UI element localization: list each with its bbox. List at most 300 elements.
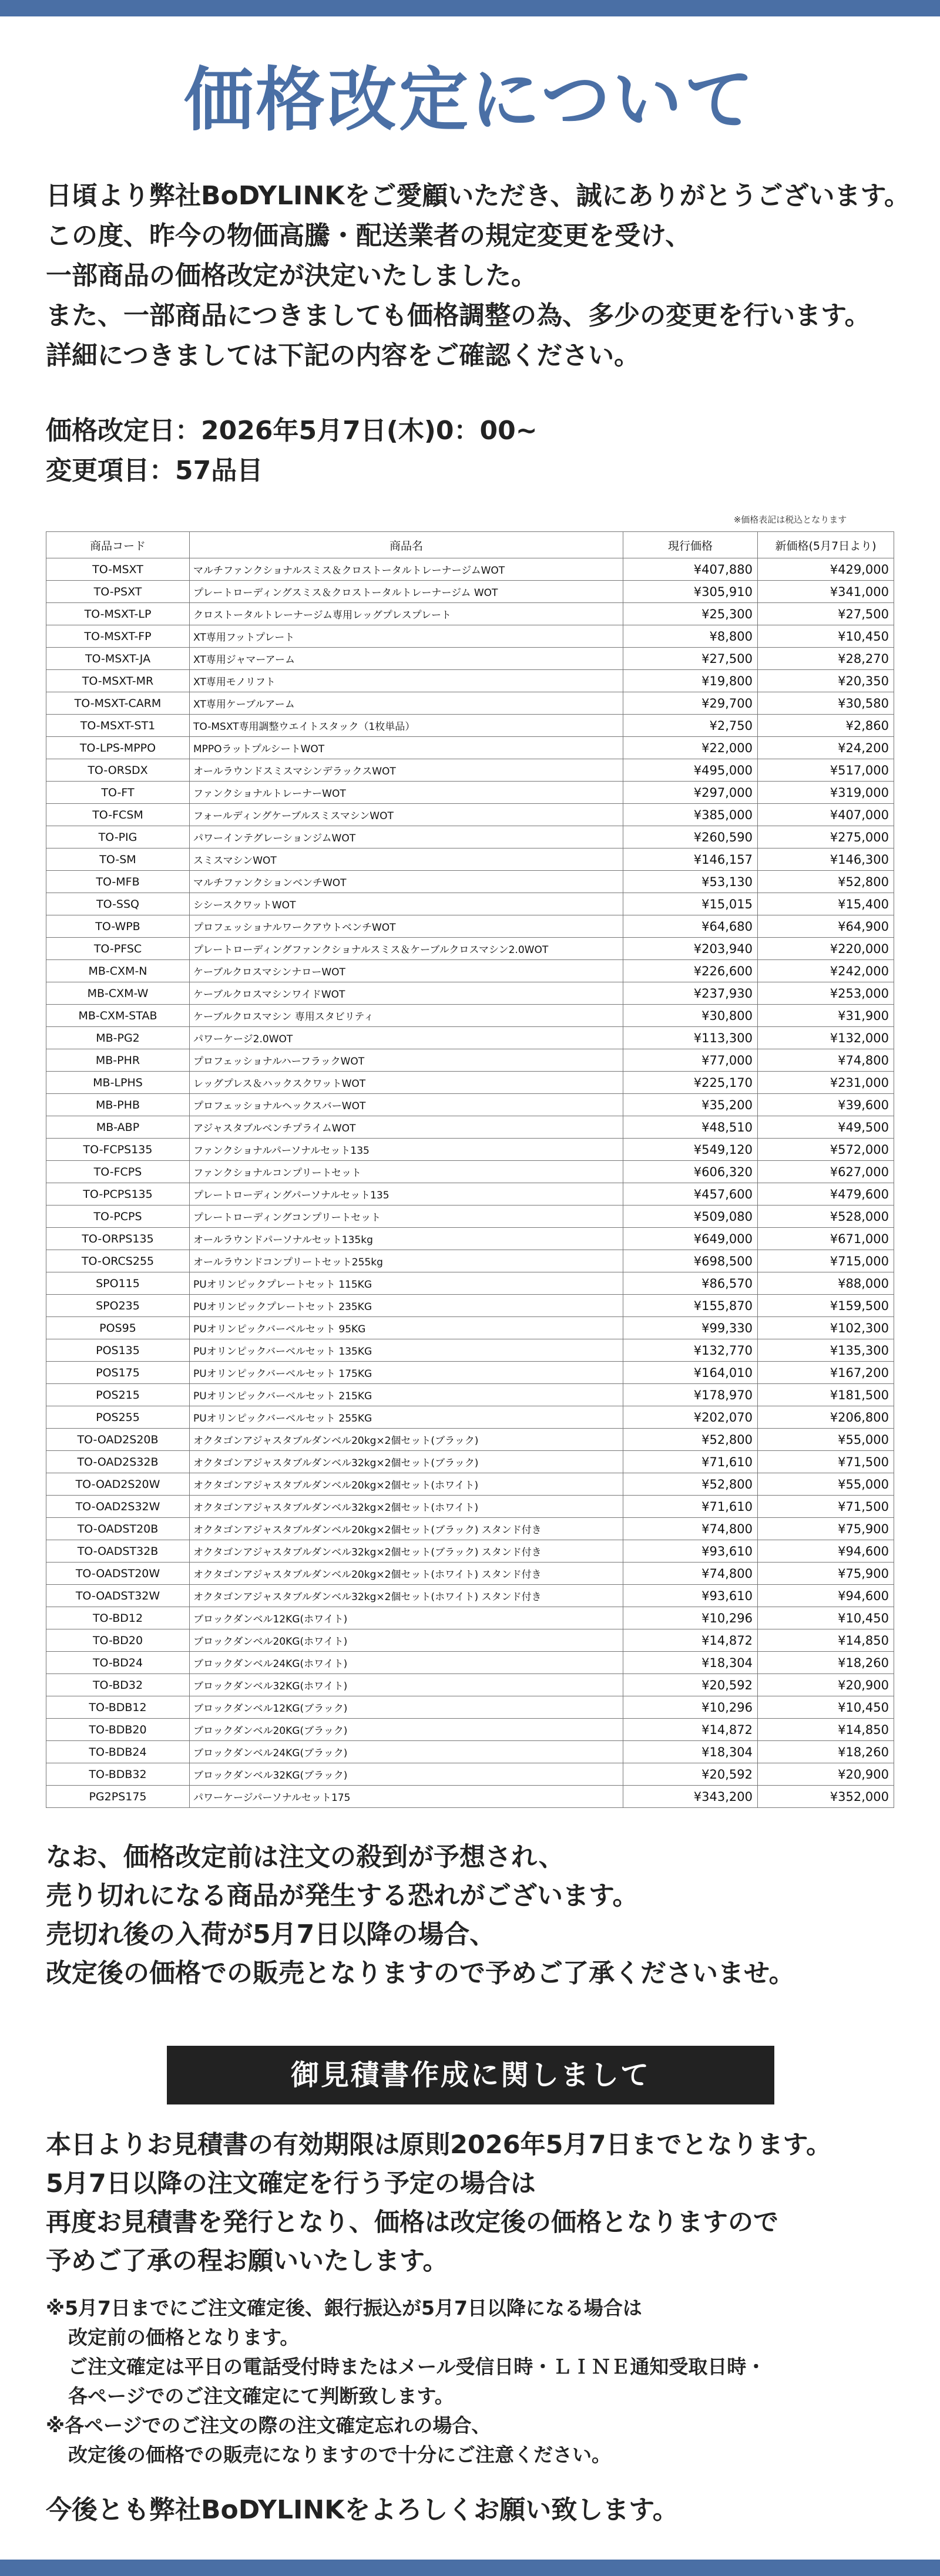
product-code-cell: TO-OAD2S20W bbox=[46, 1473, 190, 1496]
new-price-cell: ¥14,850 bbox=[758, 1719, 894, 1741]
product-code-cell: TO-PFSC bbox=[46, 938, 190, 960]
table-row bbox=[46, 1652, 894, 1674]
product-name-cell: PUオリンピックバーベルセット 255KG bbox=[190, 1406, 623, 1429]
product-name-cell: スミスマシンWOT bbox=[190, 848, 623, 871]
current-price-cell: ¥30,800 bbox=[623, 1005, 758, 1027]
table-row bbox=[46, 1741, 894, 1763]
product-name-cell: ブロックダンベル32KG(ホワイト) bbox=[190, 1674, 623, 1696]
notice-line: 売切れ後の入荷が5月7日以降の場合、 bbox=[46, 1920, 496, 1949]
table-row bbox=[46, 1049, 894, 1072]
current-price-cell: ¥74,800 bbox=[623, 1563, 758, 1585]
quote-body bbox=[46, 2126, 921, 2281]
new-price-cell: ¥18,260 bbox=[758, 1741, 894, 1763]
current-price-cell: ¥53,130 bbox=[623, 871, 758, 893]
current-price-cell: ¥48,510 bbox=[623, 1116, 758, 1139]
current-price-cell: ¥203,940 bbox=[623, 938, 758, 960]
product-code-cell: POS215 bbox=[46, 1384, 190, 1406]
current-price-cell: ¥10,296 bbox=[623, 1607, 758, 1629]
table-row bbox=[46, 1629, 894, 1652]
notice-line: 改定後の価格での販売となりますので予めご了承くださいませ。 bbox=[46, 1958, 795, 1988]
product-name-cell: プロフェッショナルヘックスバーWOT bbox=[190, 1094, 623, 1116]
table-row bbox=[46, 737, 894, 759]
product-code-cell: TO-PIG bbox=[46, 826, 190, 848]
quote-line: 本日よりお見積書の有効期限は原則2026年5月7日までとなります。 bbox=[46, 2130, 832, 2160]
header-current-price: 現行価格 bbox=[623, 532, 758, 558]
notice-line: なお、価格改定前は注文の殺到が予想され、 bbox=[46, 1842, 565, 1872]
table-row bbox=[46, 1161, 894, 1183]
new-price-cell: ¥517,000 bbox=[758, 759, 894, 782]
table-row bbox=[46, 1094, 894, 1116]
product-code-cell: TO-ORPS135 bbox=[46, 1228, 190, 1250]
table-row bbox=[46, 1406, 894, 1429]
header-product-code: 商品コード bbox=[46, 532, 190, 558]
new-price-cell: ¥55,000 bbox=[758, 1429, 894, 1451]
current-price-cell: ¥74,800 bbox=[623, 1518, 758, 1540]
new-price-cell: ¥572,000 bbox=[758, 1139, 894, 1161]
new-price-cell: ¥20,350 bbox=[758, 670, 894, 692]
product-name-cell: オクタゴンアジャスタブルダンベル20kg×2個セット(ブラック) スタンド付き bbox=[190, 1518, 623, 1540]
product-code-cell: TO-FCPS bbox=[46, 1161, 190, 1183]
product-name-cell: PUオリンピックバーベルセット 135KG bbox=[190, 1339, 623, 1362]
intro-line: 日頃より弊社BoDYLINKをご愛顧いただき、誠にありがとうございます。 bbox=[46, 181, 910, 211]
table-row bbox=[46, 1228, 894, 1250]
product-code-cell: SPO115 bbox=[46, 1272, 190, 1295]
current-price-cell: ¥20,592 bbox=[623, 1763, 758, 1786]
current-price-cell: ¥20,592 bbox=[623, 1674, 758, 1696]
product-name-cell: マルチファンクショナルスミス＆クロストータルトレーナージムWOT bbox=[190, 558, 623, 581]
sellout-notice bbox=[46, 1838, 915, 1993]
new-price-cell: ¥74,800 bbox=[758, 1049, 894, 1072]
product-name-cell: PUオリンピックプレートセット 235KG bbox=[190, 1295, 623, 1317]
product-name-cell: マルチファンクションベンチWOT bbox=[190, 871, 623, 893]
product-code-cell: TO-MFB bbox=[46, 871, 190, 893]
new-price-cell: ¥319,000 bbox=[758, 782, 894, 804]
table-row bbox=[46, 804, 894, 826]
product-code-cell: MB-PHR bbox=[46, 1049, 190, 1072]
product-name-cell: オールラウンドコンプリートセット255kg bbox=[190, 1250, 623, 1272]
change-items-count: 変更項目：57品目 bbox=[46, 456, 263, 486]
new-price-cell: ¥18,260 bbox=[758, 1652, 894, 1674]
quote-line: 予めご了承の程お願いいたします。 bbox=[46, 2247, 448, 2276]
table-row bbox=[46, 715, 894, 737]
notes bbox=[46, 2294, 915, 2470]
current-price-cell: ¥495,000 bbox=[623, 759, 758, 782]
current-price-cell: ¥202,070 bbox=[623, 1406, 758, 1429]
product-code-cell: TO-OADST20B bbox=[46, 1518, 190, 1540]
product-name-cell: ファンクショナルパーソナルセット135 bbox=[190, 1139, 623, 1161]
product-name-cell: オクタゴンアジャスタブルダンベル32kg×2個セット(ブラック) スタンド付き bbox=[190, 1540, 623, 1563]
table-row bbox=[46, 1540, 894, 1563]
revision-info bbox=[46, 411, 915, 491]
product-name-cell: ケーブルクロスマシンナローWOT bbox=[190, 960, 623, 982]
new-price-cell: ¥102,300 bbox=[758, 1317, 894, 1339]
new-price-cell: ¥10,450 bbox=[758, 1607, 894, 1629]
new-price-cell: ¥407,000 bbox=[758, 804, 894, 826]
product-code-cell: TO-FCSM bbox=[46, 804, 190, 826]
product-name-cell: プロフェッショナルワークアウトベンチWOT bbox=[190, 915, 623, 938]
table-row bbox=[46, 1763, 894, 1786]
table-row bbox=[46, 1719, 894, 1741]
current-price-cell: ¥86,570 bbox=[623, 1272, 758, 1295]
new-price-cell: ¥71,500 bbox=[758, 1496, 894, 1518]
notice-line: 売り切れになる商品が発生する恐れがございます。 bbox=[46, 1881, 639, 1911]
note-line: ※各ページでのご注文の際の注文確定忘れの場合、 bbox=[46, 2414, 491, 2437]
current-price-cell: ¥606,320 bbox=[623, 1161, 758, 1183]
product-code-cell: TO-BD12 bbox=[46, 1607, 190, 1629]
price-table-body bbox=[46, 558, 894, 1808]
new-price-cell: ¥528,000 bbox=[758, 1205, 894, 1228]
table-row bbox=[46, 1317, 894, 1339]
table-row bbox=[46, 1295, 894, 1317]
table-row bbox=[46, 1384, 894, 1406]
current-price-cell: ¥10,296 bbox=[623, 1696, 758, 1719]
intro-line: 一部商品の価格改定が決定いたしました。 bbox=[46, 261, 537, 291]
quote-line: 再度お見積書を発行となり、価格は改定後の価格となりますので bbox=[46, 2208, 778, 2237]
product-code-cell: TO-SSQ bbox=[46, 893, 190, 915]
current-price-cell: ¥305,910 bbox=[623, 581, 758, 603]
product-name-cell: ファンクショナルコンプリートセット bbox=[190, 1161, 623, 1183]
product-code-cell: TO-FT bbox=[46, 782, 190, 804]
product-code-cell: TO-SM bbox=[46, 848, 190, 871]
new-price-cell: ¥71,500 bbox=[758, 1451, 894, 1473]
product-code-cell: TO-BD32 bbox=[46, 1674, 190, 1696]
current-price-cell: ¥15,015 bbox=[623, 893, 758, 915]
new-price-cell: ¥94,600 bbox=[758, 1540, 894, 1563]
table-row bbox=[46, 648, 894, 670]
new-price-cell: ¥2,860 bbox=[758, 715, 894, 737]
new-price-cell: ¥146,300 bbox=[758, 848, 894, 871]
new-price-cell: ¥242,000 bbox=[758, 960, 894, 982]
header-new-price: 新価格(5月7日より) bbox=[758, 532, 894, 558]
current-price-cell: ¥18,304 bbox=[623, 1652, 758, 1674]
new-price-cell: ¥10,450 bbox=[758, 625, 894, 648]
current-price-cell: ¥146,157 bbox=[623, 848, 758, 871]
table-row bbox=[46, 1674, 894, 1696]
note-line: 各ページでのご注文確定にて判断致します。 bbox=[68, 2385, 454, 2407]
current-price-cell: ¥93,610 bbox=[623, 1585, 758, 1607]
table-row bbox=[46, 1205, 894, 1228]
new-price-cell: ¥253,000 bbox=[758, 982, 894, 1005]
table-row bbox=[46, 1272, 894, 1295]
current-price-cell: ¥2,750 bbox=[623, 715, 758, 737]
table-row bbox=[46, 1786, 894, 1808]
new-price-cell: ¥24,200 bbox=[758, 737, 894, 759]
product-name-cell: プレートローディングコンプリートセット bbox=[190, 1205, 623, 1228]
product-name-cell: パワーインテグレーションジムWOT bbox=[190, 826, 623, 848]
current-price-cell: ¥155,870 bbox=[623, 1295, 758, 1317]
current-price-cell: ¥8,800 bbox=[623, 625, 758, 648]
header-product-name: 商品名 bbox=[190, 532, 623, 558]
table-row bbox=[46, 848, 894, 871]
product-name-cell: オクタゴンアジャスタブルダンベル32kg×2個セット(ホワイト) スタンド付き bbox=[190, 1585, 623, 1607]
product-name-cell: MPPOラットプルシートWOT bbox=[190, 737, 623, 759]
new-price-cell: ¥20,900 bbox=[758, 1674, 894, 1696]
intro-line: また、一部商品につきましても価格調整の為、多少の変更を行います。 bbox=[46, 301, 871, 331]
new-price-cell: ¥132,000 bbox=[758, 1027, 894, 1049]
table-row bbox=[46, 670, 894, 692]
product-code-cell: TO-BDB24 bbox=[46, 1741, 190, 1763]
product-code-cell: TO-MSXT-MR bbox=[46, 670, 190, 692]
current-price-cell: ¥52,800 bbox=[623, 1429, 758, 1451]
table-header-row bbox=[46, 532, 894, 558]
product-name-cell: フォールディングケーブルスミスマシンWOT bbox=[190, 804, 623, 826]
product-code-cell: TO-WPB bbox=[46, 915, 190, 938]
product-name-cell: プレートローディングパーソナルセット135 bbox=[190, 1183, 623, 1205]
product-name-cell: シシースクワットWOT bbox=[190, 893, 623, 915]
new-price-cell: ¥159,500 bbox=[758, 1295, 894, 1317]
table-row bbox=[46, 1250, 894, 1272]
table-row bbox=[46, 1563, 894, 1585]
product-code-cell: TO-PCPS135 bbox=[46, 1183, 190, 1205]
product-code-cell: TO-OADST32W bbox=[46, 1585, 190, 1607]
current-price-cell: ¥385,000 bbox=[623, 804, 758, 826]
product-code-cell: MB-LPHS bbox=[46, 1072, 190, 1094]
intro-line: 詳細につきましては下記の内容をご確認ください。 bbox=[46, 341, 640, 371]
product-code-cell: TO-MSXT-ST1 bbox=[46, 715, 190, 737]
current-price-cell: ¥407,880 bbox=[623, 558, 758, 581]
new-price-cell: ¥88,000 bbox=[758, 1272, 894, 1295]
product-name-cell: ファンクショナルトレーナーWOT bbox=[190, 782, 623, 804]
product-code-cell: TO-MSXT-FP bbox=[46, 625, 190, 648]
product-code-cell: MB-PG2 bbox=[46, 1027, 190, 1049]
product-code-cell: TO-MSXT-LP bbox=[46, 603, 190, 625]
product-name-cell: ブロックダンベル20KG(ブラック) bbox=[190, 1719, 623, 1741]
product-name-cell: XT専用フットプレート bbox=[190, 625, 623, 648]
table-row bbox=[46, 982, 894, 1005]
current-price-cell: ¥297,000 bbox=[623, 782, 758, 804]
intro-line: この度、昨今の物価高騰・配送業者の規定変更を受け、 bbox=[46, 221, 691, 251]
note-line: 改定前の価格となります。 bbox=[68, 2326, 300, 2349]
note-line: 改定後の価格での販売になりますので十分にご注意ください。 bbox=[68, 2443, 611, 2466]
new-price-cell: ¥275,000 bbox=[758, 826, 894, 848]
table-row bbox=[46, 1005, 894, 1027]
current-price-cell: ¥343,200 bbox=[623, 1786, 758, 1808]
new-price-cell: ¥10,450 bbox=[758, 1696, 894, 1719]
new-price-cell: ¥52,800 bbox=[758, 871, 894, 893]
closing-message: 今後とも弊社BoDYLINKをよろしくお願い致します。 bbox=[46, 2495, 679, 2525]
new-price-cell: ¥20,900 bbox=[758, 1763, 894, 1786]
product-code-cell: POS95 bbox=[46, 1317, 190, 1339]
new-price-cell: ¥75,900 bbox=[758, 1563, 894, 1585]
product-code-cell: TO-BDB32 bbox=[46, 1763, 190, 1786]
table-row bbox=[46, 625, 894, 648]
product-name-cell: プロフェッショナルハーフラックWOT bbox=[190, 1049, 623, 1072]
current-price-cell: ¥71,610 bbox=[623, 1496, 758, 1518]
table-row bbox=[46, 759, 894, 782]
current-price-cell: ¥77,000 bbox=[623, 1049, 758, 1072]
product-code-cell: TO-BD20 bbox=[46, 1629, 190, 1652]
note-line: ※5月7日までにご注文確定後、銀行振込が5月7日以降になる場合は bbox=[46, 2296, 642, 2319]
current-price-cell: ¥698,500 bbox=[623, 1250, 758, 1272]
product-name-cell: オクタゴンアジャスタブルダンベル20kg×2個セット(ホワイト) スタンド付き bbox=[190, 1563, 623, 1585]
table-row bbox=[46, 558, 894, 581]
current-price-cell: ¥132,770 bbox=[623, 1339, 758, 1362]
table-row bbox=[46, 1027, 894, 1049]
new-price-cell: ¥49,500 bbox=[758, 1116, 894, 1139]
new-price-cell: ¥31,900 bbox=[758, 1005, 894, 1027]
product-name-cell: TO-MSXT専用調整ウエイトスタック（1枚単品） bbox=[190, 715, 623, 737]
product-name-cell: ブロックダンベル24KG(ホワイト) bbox=[190, 1652, 623, 1674]
product-name-cell: プレートローディングスミス＆クロストータルトレーナージム WOT bbox=[190, 581, 623, 603]
table-row bbox=[46, 1339, 894, 1362]
product-name-cell: XT専用ケーブルアーム bbox=[190, 692, 623, 715]
intro-text bbox=[46, 176, 915, 376]
product-code-cell: SPO235 bbox=[46, 1295, 190, 1317]
product-code-cell: MB-CXM-N bbox=[46, 960, 190, 982]
bottom-accent-bar bbox=[0, 2560, 940, 2576]
product-code-cell: TO-PSXT bbox=[46, 581, 190, 603]
new-price-cell: ¥75,900 bbox=[758, 1518, 894, 1540]
new-price-cell: ¥181,500 bbox=[758, 1384, 894, 1406]
product-code-cell: POS255 bbox=[46, 1406, 190, 1429]
table-row bbox=[46, 1696, 894, 1719]
new-price-cell: ¥627,000 bbox=[758, 1161, 894, 1183]
new-price-cell: ¥27,500 bbox=[758, 603, 894, 625]
table-row bbox=[46, 692, 894, 715]
product-name-cell: パワーケージ2.0WOT bbox=[190, 1027, 623, 1049]
product-name-cell: オクタゴンアジャスタブルダンベル32kg×2個セット(ブラック) bbox=[190, 1451, 623, 1473]
product-code-cell: TO-MSXT bbox=[46, 558, 190, 581]
table-row bbox=[46, 1362, 894, 1384]
new-price-cell: ¥30,580 bbox=[758, 692, 894, 715]
price-table bbox=[46, 531, 894, 1808]
current-price-cell: ¥22,000 bbox=[623, 737, 758, 759]
new-price-cell: ¥352,000 bbox=[758, 1786, 894, 1808]
current-price-cell: ¥178,970 bbox=[623, 1384, 758, 1406]
table-row bbox=[46, 1139, 894, 1161]
current-price-cell: ¥35,200 bbox=[623, 1094, 758, 1116]
product-name-cell: PUオリンピックプレートセット 115KG bbox=[190, 1272, 623, 1295]
product-name-cell: ブロックダンベル20KG(ホワイト) bbox=[190, 1629, 623, 1652]
product-code-cell: MB-CXM-W bbox=[46, 982, 190, 1005]
product-name-cell: オールラウンドスミスマシンデラックスWOT bbox=[190, 759, 623, 782]
table-row bbox=[46, 915, 894, 938]
product-name-cell: PUオリンピックバーベルセット 175KG bbox=[190, 1362, 623, 1384]
table-row bbox=[46, 826, 894, 848]
product-name-cell: オクタゴンアジャスタブルダンベル20kg×2個セット(ホワイト) bbox=[190, 1473, 623, 1496]
new-price-cell: ¥479,600 bbox=[758, 1183, 894, 1205]
note-line: ご注文確定は平日の電話受付時またはメール受信日時・ＬＩＮＥ通知受取日時・ bbox=[68, 2355, 766, 2378]
product-code-cell: TO-OADST20W bbox=[46, 1563, 190, 1585]
product-code-cell: MB-CXM-STAB bbox=[46, 1005, 190, 1027]
product-name-cell: PUオリンピックバーベルセット 215KG bbox=[190, 1384, 623, 1406]
new-price-cell: ¥206,800 bbox=[758, 1406, 894, 1429]
new-price-cell: ¥231,000 bbox=[758, 1072, 894, 1094]
current-price-cell: ¥549,120 bbox=[623, 1139, 758, 1161]
current-price-cell: ¥649,000 bbox=[623, 1228, 758, 1250]
product-name-cell: オクタゴンアジャスタブルダンベル32kg×2個セット(ホワイト) bbox=[190, 1496, 623, 1518]
product-name-cell: クロストータルトレーナージム専用レッグプレスプレート bbox=[190, 603, 623, 625]
table-row bbox=[46, 893, 894, 915]
product-name-cell: オールラウンドパーソナルセット135kg bbox=[190, 1228, 623, 1250]
table-row bbox=[46, 1518, 894, 1540]
current-price-cell: ¥225,170 bbox=[623, 1072, 758, 1094]
quote-section-heading: 御見積書作成に関しまして bbox=[167, 2046, 774, 2104]
product-name-cell: XT専用ジャマーアーム bbox=[190, 648, 623, 670]
table-row bbox=[46, 1607, 894, 1629]
product-code-cell: MB-ABP bbox=[46, 1116, 190, 1139]
product-name-cell: ブロックダンベル12KG(ホワイト) bbox=[190, 1607, 623, 1629]
table-row bbox=[46, 938, 894, 960]
new-price-cell: ¥341,000 bbox=[758, 581, 894, 603]
product-name-cell: ブロックダンベル24KG(ブラック) bbox=[190, 1741, 623, 1763]
current-price-cell: ¥52,800 bbox=[623, 1473, 758, 1496]
current-price-cell: ¥260,590 bbox=[623, 826, 758, 848]
product-code-cell: TO-ORSDX bbox=[46, 759, 190, 782]
current-price-cell: ¥14,872 bbox=[623, 1719, 758, 1741]
current-price-cell: ¥237,930 bbox=[623, 982, 758, 1005]
product-name-cell: オクタゴンアジャスタブルダンベル20kg×2個セット(ブラック) bbox=[190, 1429, 623, 1451]
product-name-cell: ブロックダンベル12KG(ブラック) bbox=[190, 1696, 623, 1719]
product-name-cell: アジャスタブルベンチプライムWOT bbox=[190, 1116, 623, 1139]
tax-note: ※価格表記は税込となります bbox=[733, 514, 847, 525]
product-code-cell: TO-MSXT-CARM bbox=[46, 692, 190, 715]
current-price-cell: ¥19,800 bbox=[623, 670, 758, 692]
product-code-cell: MB-PHB bbox=[46, 1094, 190, 1116]
product-name-cell: レッグプレス＆ハックスクワットWOT bbox=[190, 1072, 623, 1094]
table-row bbox=[46, 871, 894, 893]
table-row bbox=[46, 1072, 894, 1094]
product-code-cell: TO-OAD2S32B bbox=[46, 1451, 190, 1473]
product-code-cell: TO-ORCS255 bbox=[46, 1250, 190, 1272]
current-price-cell: ¥25,300 bbox=[623, 603, 758, 625]
product-name-cell: ケーブルクロスマシンワイドWOT bbox=[190, 982, 623, 1005]
table-row bbox=[46, 1429, 894, 1451]
product-code-cell: PG2PS175 bbox=[46, 1786, 190, 1808]
quote-line: 5月7日以降の注文確定を行う予定の場合は bbox=[46, 2169, 536, 2198]
new-price-cell: ¥429,000 bbox=[758, 558, 894, 581]
new-price-cell: ¥220,000 bbox=[758, 938, 894, 960]
current-price-cell: ¥113,300 bbox=[623, 1027, 758, 1049]
product-name-cell: プレートローディングファンクショナルスミス＆ケーブルクロスマシン2.0WOT bbox=[190, 938, 623, 960]
table-row bbox=[46, 1585, 894, 1607]
product-name-cell: PUオリンピックバーベルセット 95KG bbox=[190, 1317, 623, 1339]
product-name-cell: ケーブルクロスマシン 専用スタビリティ bbox=[190, 1005, 623, 1027]
product-name-cell: パワーケージパーソナルセット175 bbox=[190, 1786, 623, 1808]
current-price-cell: ¥99,330 bbox=[623, 1317, 758, 1339]
product-code-cell: TO-OADST32B bbox=[46, 1540, 190, 1563]
table-row bbox=[46, 581, 894, 603]
table-row bbox=[46, 1451, 894, 1473]
table-row bbox=[46, 1473, 894, 1496]
current-price-cell: ¥71,610 bbox=[623, 1451, 758, 1473]
table-row bbox=[46, 603, 894, 625]
product-code-cell: POS135 bbox=[46, 1339, 190, 1362]
product-code-cell: TO-PCPS bbox=[46, 1205, 190, 1228]
product-code-cell: TO-BDB20 bbox=[46, 1719, 190, 1741]
table-row bbox=[46, 960, 894, 982]
product-code-cell: TO-FCPS135 bbox=[46, 1139, 190, 1161]
product-code-cell: TO-MSXT-JA bbox=[46, 648, 190, 670]
new-price-cell: ¥28,270 bbox=[758, 648, 894, 670]
table-row bbox=[46, 782, 894, 804]
product-code-cell: TO-OAD2S32W bbox=[46, 1496, 190, 1518]
new-price-cell: ¥715,000 bbox=[758, 1250, 894, 1272]
current-price-cell: ¥226,600 bbox=[623, 960, 758, 982]
current-price-cell: ¥457,600 bbox=[623, 1183, 758, 1205]
product-code-cell: TO-LPS-MPPO bbox=[46, 737, 190, 759]
new-price-cell: ¥671,000 bbox=[758, 1228, 894, 1250]
table-row bbox=[46, 1496, 894, 1518]
current-price-cell: ¥14,872 bbox=[623, 1629, 758, 1652]
product-code-cell: POS175 bbox=[46, 1362, 190, 1384]
new-price-cell: ¥64,900 bbox=[758, 915, 894, 938]
new-price-cell: ¥15,400 bbox=[758, 893, 894, 915]
current-price-cell: ¥93,610 bbox=[623, 1540, 758, 1563]
product-code-cell: TO-BD24 bbox=[46, 1652, 190, 1674]
new-price-cell: ¥39,600 bbox=[758, 1094, 894, 1116]
product-code-cell: TO-OAD2S20B bbox=[46, 1429, 190, 1451]
